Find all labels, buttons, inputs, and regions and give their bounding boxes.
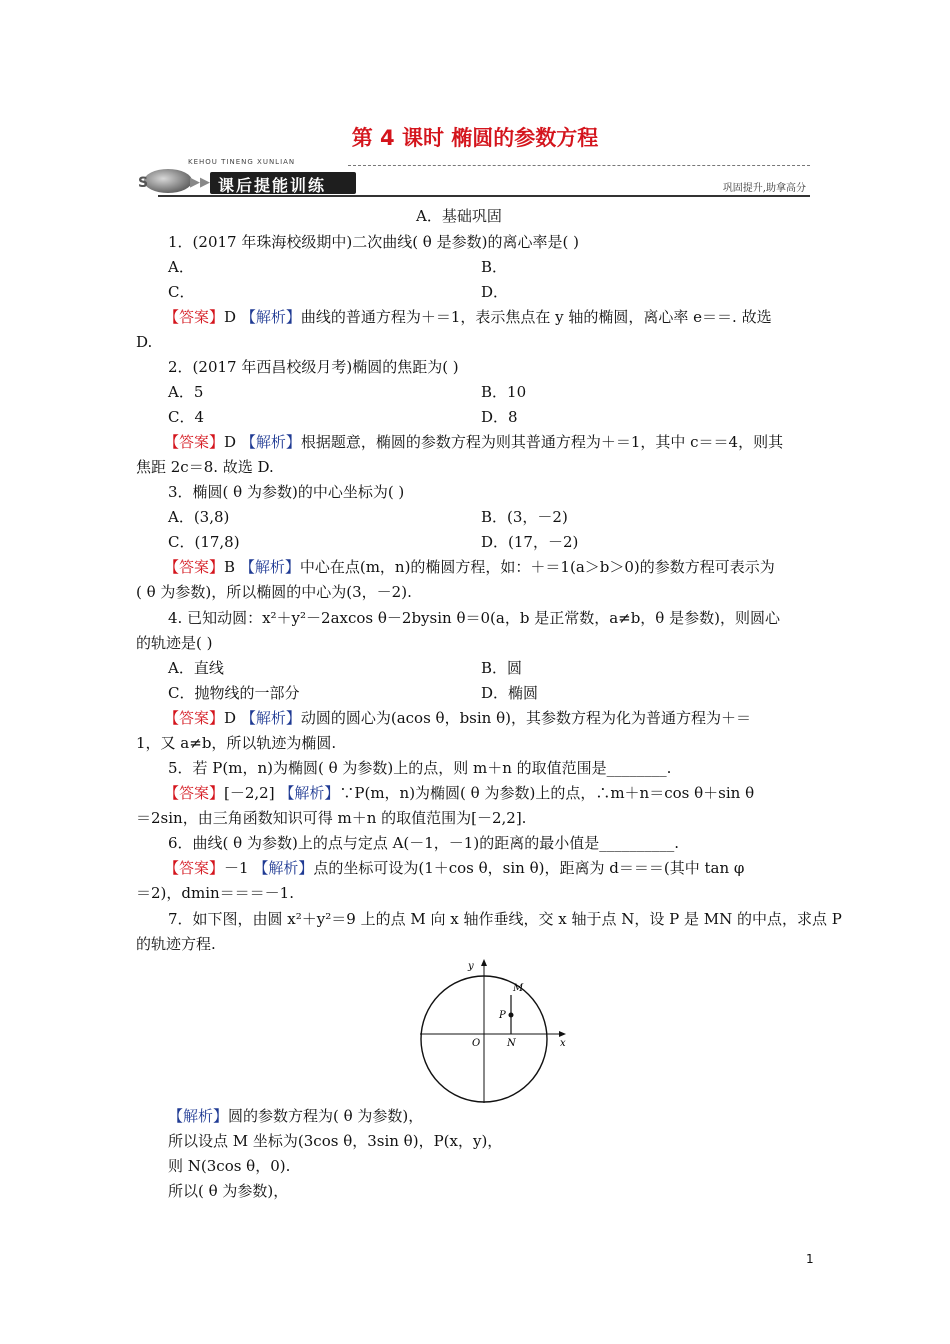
analysis-text: ∵P(m，n)为椭圆( θ 为参数)上的点，∴m＋n＝cos θ＋sin θ xyxy=(339,784,755,802)
q4-option-d: D．椭圆 xyxy=(481,684,539,702)
circle-figure xyxy=(410,955,570,1105)
x-axis-arrow-icon xyxy=(559,1031,566,1037)
banner-dashed-line xyxy=(348,165,810,166)
q2-option-d: D．8 xyxy=(481,408,518,426)
q7-analysis-line4: 所以( θ 为参数)， xyxy=(168,1182,289,1200)
banner-rule xyxy=(158,195,810,197)
x-axis-label: x xyxy=(560,1038,566,1049)
answer-tag: 【答案】 xyxy=(164,784,225,802)
analysis-text: 点的坐标可设为(1＋cos θ，sin θ)，距离为 d＝＝＝(其中 tan φ xyxy=(313,859,745,877)
q7-analysis-line2: 所以设点 M 坐标为(3cos θ，3sin θ)，P(x，y)， xyxy=(168,1132,503,1150)
q2-option-a: A．5 xyxy=(168,383,204,401)
q5-analysis-cont: ＝2sin，由三角函数知识可得 m＋n 的取值范围为[－2,2]. xyxy=(136,809,527,827)
section-banner xyxy=(138,155,810,199)
q1-stem: 1．(2017 年珠海校级期中)二次曲线( θ 是参数)的离心率是( ) xyxy=(168,233,579,251)
q3-answer xyxy=(164,557,775,577)
analysis-tag: 【解析】 xyxy=(240,433,301,451)
q1-option-a: A． xyxy=(168,258,194,276)
analysis-tag: 【解析】 xyxy=(279,784,340,802)
point-m-label: M xyxy=(513,983,524,994)
q4-stem-cont: 的轨迹是( ) xyxy=(136,634,213,652)
q2-stem: 2．(2017 年西昌校级月考)椭圆的焦距为( ) xyxy=(168,358,459,376)
q6-stem: 6．曲线( θ 为参数)上的点与定点 A(－1，－1)的距离的最小值是__________. xyxy=(168,834,679,852)
banner-label: 课后提能训练 xyxy=(218,176,327,195)
q2-analysis-cont: 焦距 2c＝8. 故选 D. xyxy=(136,458,274,476)
analysis-text: 根据题意，椭圆的参数方程为则其普通方程为＋＝1，其中 c＝＝4，则其 xyxy=(300,433,784,451)
analysis-text: 曲线的普通方程为＋＝1，表示焦点在 y 轴的椭圆，离心率 e＝＝. 故选 xyxy=(300,308,772,326)
answer-value: [－2,2] xyxy=(224,784,275,802)
analysis-tag: 【解析】 xyxy=(240,308,301,326)
q6-analysis-cont: ＝2)，dmin＝＝＝－1. xyxy=(136,884,294,902)
q4-option-b: B．圆 xyxy=(481,659,523,677)
q1-analysis-cont: D. xyxy=(136,333,153,351)
q3-option-a: A．(3,8) xyxy=(168,508,230,526)
q4-stem: 4. 已知动圆：x²＋y²－2axcos θ－2bysin θ＝0(a，b 是正常数，a≠b，θ 是参数)，则圆心 xyxy=(168,609,780,627)
analysis-text: 中心在点(m，n)的椭圆方程，如：＋＝1(a＞b＞0)的参数方程可表示为 xyxy=(299,558,775,576)
analysis-text: 动圆的圆心为(acos θ，bsin θ)，其参数方程为化为普通方程为＋＝ xyxy=(300,709,751,727)
q1-option-b: B． xyxy=(481,258,508,276)
analysis-tag: 【解析】 xyxy=(239,558,300,576)
answer-tag: 【答案】 xyxy=(164,433,225,451)
q3-option-c: C．(17,8) xyxy=(168,533,240,551)
q6-answer xyxy=(164,858,744,878)
point-p-label: P xyxy=(499,1010,506,1021)
q3-option-b: B．(3，－2) xyxy=(481,508,568,526)
q5-stem: 5．若 P(m，n)为椭圆( θ 为参数)上的点，则 m＋n 的取值范围是________. xyxy=(168,759,672,777)
page-title: 第 4 课时 椭圆的参数方程 xyxy=(351,126,599,150)
answer-value: D xyxy=(224,709,237,727)
q7-stem: 7．如下图，由圆 x²＋y²＝9 上的点 M 向 x 轴作垂线，交 x 轴于点 N，设 P 是 MN 的中点，求点 P xyxy=(168,910,842,928)
answer-value: B xyxy=(224,558,236,576)
q4-analysis-cont: 1，又 a≠b，所以轨迹为椭圆. xyxy=(136,734,337,752)
q7-analysis-line3: 则 N(3cos θ，0). xyxy=(168,1157,291,1175)
analysis-tag: 【解析】 xyxy=(168,1107,229,1125)
answer-tag: 【答案】 xyxy=(164,709,225,727)
answer-value: D xyxy=(224,308,237,326)
q7-stem-cont: 的轨迹方程. xyxy=(136,935,216,953)
q3-analysis-cont: ( θ 为参数)，所以椭圆的中心为(3，－2). xyxy=(136,583,412,601)
page-number: 1 xyxy=(806,1252,814,1266)
section-heading: A．基础巩固 xyxy=(416,207,502,225)
answer-tag: 【答案】 xyxy=(164,558,225,576)
banner-english: KEHOU TINENG XUNLIAN xyxy=(188,158,296,166)
q7-analysis-line1 xyxy=(168,1106,423,1126)
y-axis-label: y xyxy=(468,961,474,972)
answer-value: －1 xyxy=(224,859,249,877)
q2-option-c: C．4 xyxy=(168,408,205,426)
answer-value: D xyxy=(224,433,237,451)
q3-stem: 3．椭圆( θ 为参数)的中心坐标为( ) xyxy=(168,483,405,501)
banner-slogan: 巩固提升,助拿高分 xyxy=(722,183,806,194)
point-n-label: N xyxy=(507,1038,516,1049)
q2-option-b: B．10 xyxy=(481,383,527,401)
q1-option-d: D． xyxy=(481,283,509,301)
arrow-icon: ▶▶ xyxy=(190,175,210,190)
origin-label: O xyxy=(472,1038,481,1049)
q3-option-d: D．(17，－2) xyxy=(481,533,579,551)
analysis-tag: 【解析】 xyxy=(253,859,314,877)
answer-tag: 【答案】 xyxy=(164,859,225,877)
disc-icon xyxy=(144,169,192,193)
q4-option-c: C．抛物线的一部分 xyxy=(168,684,300,702)
q2-answer xyxy=(164,432,783,452)
q4-answer xyxy=(164,708,751,728)
y-axis-arrow-icon xyxy=(481,959,487,966)
q4-option-a: A．直线 xyxy=(168,659,224,677)
q5-answer xyxy=(164,783,754,803)
answer-tag: 【答案】 xyxy=(164,308,225,326)
q1-option-c: C． xyxy=(168,283,195,301)
analysis-tag: 【解析】 xyxy=(240,709,301,727)
s-logo-icon: S xyxy=(138,175,149,191)
point-p-dot xyxy=(509,1013,514,1018)
analysis-text: 圆的参数方程为( θ 为参数)， xyxy=(228,1107,424,1125)
q1-answer xyxy=(164,307,772,327)
